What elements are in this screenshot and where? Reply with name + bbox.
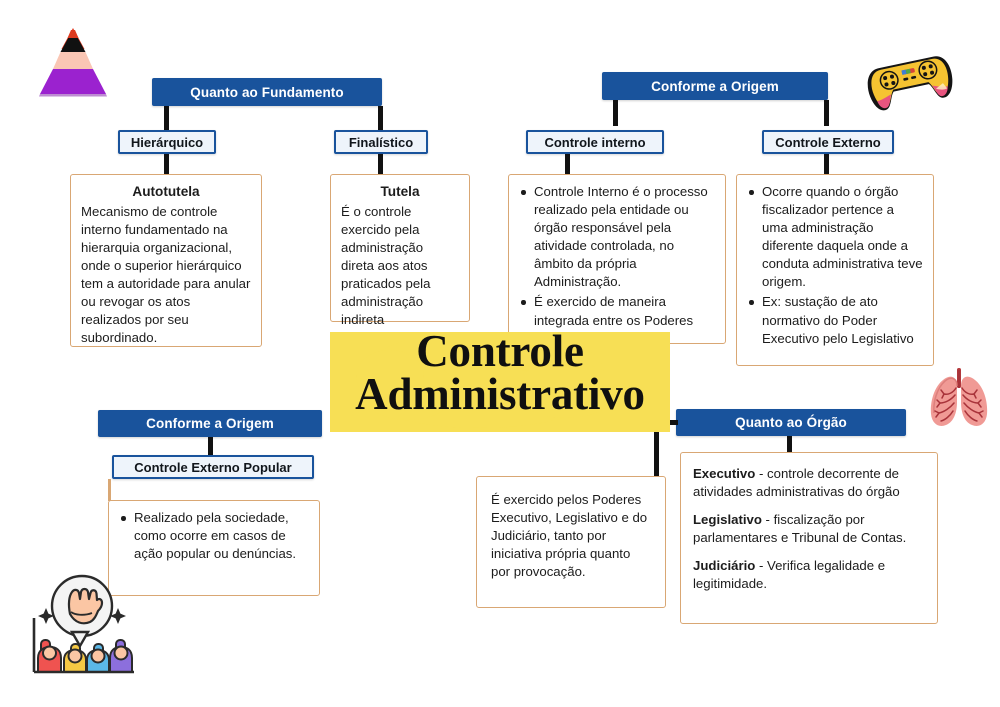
central-title-text [330,326,670,420]
lungs-sticker [926,362,992,432]
box-controle-externo-list [747,183,923,348]
box-tutela-title: Tutela [380,184,420,199]
box-autotutela-title: Autotutela [132,184,200,199]
connector-origem-right [824,100,829,126]
box-controle-interno-list [519,183,715,330]
box-exercicio-poderes [476,476,666,608]
central-title [330,326,670,430]
box-autotutela-text: Mecanismo de controle interno fundamentado na hierarquia organizacional, onde o superior hierárquico tem a autoridade para anular ou revogar os atos realizados por seu subordinado. [81,203,251,346]
entry-executivo [693,465,925,501]
box-controle-externo-popular [108,500,320,596]
subheader-finalistico[interactable]: Finalístico [334,130,428,154]
header-conforme-a-origem-popular[interactable]: Conforme a Origem [98,410,322,437]
connector-fundamento-left [164,106,169,132]
box-controle-externo [736,174,934,366]
list-item: Controle Interno é o processo realizado pela entidade ou órgão responsável pela atividade controlada, no âmbito da própria Administração. [519,183,715,291]
connector-popular-to-box [108,479,111,501]
connector-interno-to-box [565,154,570,176]
box-controle-interno [508,174,726,344]
connector-fundamento-right [378,106,383,132]
list-item: Realizado pela sociedade, como ocorre em casos de ação popular ou denúncias. [119,509,309,563]
connector-origem-popular [208,437,213,455]
entry-judiciario-desc: Verifica legalidade e legitimidade. [693,558,886,592]
entry-legislativo-desc: fiscalização por parlamentares e Tribunal de Contas. [693,512,907,546]
connector-origem-left [613,100,618,126]
pyramid-sticker [24,24,122,102]
subheader-hierarquico[interactable]: Hierárquico [118,130,216,154]
subheader-controle-interno[interactable]: Controle interno [526,130,664,154]
entry-executivo-desc: controle decorrente de atividades administrativas do órgão [693,466,900,500]
protest-fist-sticker [28,568,136,680]
entry-judiciario-term: Judiciário [693,558,756,574]
header-conforme-a-origem[interactable]: Conforme a Origem [602,72,828,100]
entry-legislativo-term: Legislativo [693,512,762,528]
central-title-line1: Controle [416,326,584,376]
entry-executivo-term: Executivo [693,466,756,481]
central-title-line2: Administrativo [355,369,645,420]
subheader-controle-externo-popular[interactable]: Controle Externo Popular [112,455,314,479]
list-item: Ex: sustação de ato normativo do Poder Executivo pelo Legislativo [747,293,923,347]
connector-finalistico-to-box [378,154,383,176]
entry-judiciario-sep: - [755,558,768,574]
box-controle-externo-popular-list [119,509,309,563]
header-quanto-ao-orgao[interactable]: Quanto ao Órgão [676,409,906,436]
entry-legislativo-sep: - [761,512,774,528]
game-controller-sticker [862,46,958,118]
subheader-controle-externo[interactable]: Controle Externo [762,130,894,154]
list-item: Ocorre quando o órgão fiscalizador pertence a uma administração diferente daquela onde a conduta administrativa teve origem. [747,183,923,291]
box-autotutela [70,174,262,347]
entry-executivo-sep: - [755,466,768,481]
box-tutela-text: É o controle exercido pela administração direta aos atos praticados pela administração indireta [341,203,431,328]
header-quanto-ao-fundamento[interactable]: Quanto ao Fundamento [152,78,382,106]
list-item: É exercido de maneira integrada entre os Poderes [519,293,715,329]
connector-hierarquico-to-box [164,154,169,176]
box-quanto-ao-orgao-entries [680,452,938,624]
box-tutela [330,174,470,328]
entry-judiciario [693,557,925,593]
connector-externo-to-box [824,154,829,176]
entry-legislativo [693,511,925,547]
box-exercicio-poderes-text: É exercido pelos Poderes Executivo, Legislativo e do Judiciário, tanto por iniciativa própria quanto por provocação. [491,492,648,580]
